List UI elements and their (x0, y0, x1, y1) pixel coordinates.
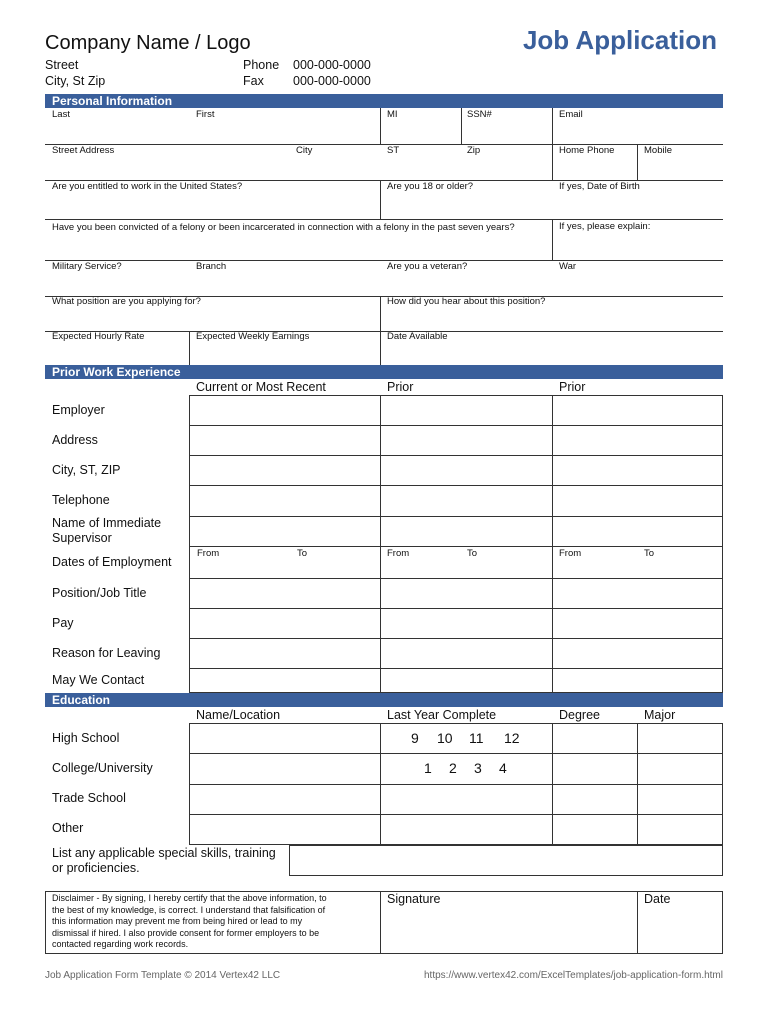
edu-other: Other (52, 821, 84, 835)
college-year-2[interactable]: 2 (449, 760, 457, 776)
disclaimer-line: contacted regarding work records. (52, 939, 189, 949)
work-col-prior-2: Prior (559, 380, 586, 394)
skills-label-line1: List any applicable special skills, training (52, 846, 276, 860)
disclaimer-line: the best of my knowledge, is correct. I understand that falsification of (52, 904, 326, 915)
hs-year-10[interactable]: 10 (437, 730, 453, 746)
personal-info-header (45, 94, 723, 108)
row-supervisor-line1: Name of Immediate (52, 516, 162, 530)
war-field[interactable]: War (559, 261, 577, 272)
skills-input-box[interactable] (289, 845, 723, 876)
position-field[interactable]: What position are you applying for? (52, 296, 201, 307)
from-field-prior-2[interactable]: From (559, 548, 582, 559)
work-eligibility-field[interactable]: Are you entitled to work in the United States? (52, 181, 243, 192)
work-col-current: Current or Most Recent (196, 380, 326, 394)
company-street: Street (45, 58, 79, 72)
row-employer: Employer (52, 403, 105, 417)
signature-field[interactable]: Signature (387, 892, 441, 906)
first-name-field[interactable]: First (196, 109, 215, 120)
military-service-field[interactable]: Military Service? (52, 261, 122, 272)
hs-year-9[interactable]: 9 (411, 730, 419, 746)
to-field-prior-2[interactable]: To (644, 548, 655, 559)
page-title: Job Application (522, 25, 717, 55)
edu-high-school: High School (52, 731, 120, 745)
edu-college: College/University (52, 761, 153, 775)
hourly-rate-field[interactable]: Expected Hourly Rate (52, 331, 145, 342)
to-field-current[interactable]: To (297, 548, 308, 559)
disclaimer-line: Disclaimer - By signing, I hereby certify that the above information, to (52, 893, 327, 903)
home-phone-field[interactable]: Home Phone (559, 145, 615, 156)
disclaimer-text (52, 893, 327, 951)
row-pay: Pay (52, 616, 74, 630)
hs-year-11[interactable]: 11 (469, 730, 484, 746)
row-position-title: Position/Job Title (52, 586, 147, 600)
disclaimer-line: dismissal if hired. I also provide consent for former employers to be (52, 927, 320, 938)
phone-label: Phone (243, 58, 280, 72)
work-col-prior-1: Prior (387, 380, 414, 394)
row-city-st-zip: City, ST, ZIP (52, 463, 121, 477)
branch-field[interactable]: Branch (196, 261, 227, 272)
personal-info-title: Personal Information (52, 94, 173, 108)
edu-col-major: Major (644, 708, 676, 722)
from-field-current[interactable]: From (197, 548, 220, 559)
college-year-1[interactable]: 1 (424, 760, 432, 776)
from-field-prior-1[interactable]: From (387, 548, 410, 559)
college-year-4[interactable]: 4 (499, 760, 507, 776)
felony-explain-field[interactable]: If yes, please explain: (559, 221, 651, 232)
fax-value: 000-000-0000 (293, 74, 371, 88)
row-supervisor-line2: Supervisor (52, 531, 112, 545)
date-available-field[interactable]: Date Available (387, 331, 448, 342)
footer-url[interactable]: https://www.vertex42.com/ExcelTemplates/job-application-form.html (423, 970, 723, 981)
row-dates-of-employment: Dates of Employment (52, 555, 172, 569)
company-name: Company Name / Logo (45, 32, 251, 54)
to-field-prior-1[interactable]: To (467, 548, 478, 559)
referral-source-field[interactable]: How did you hear about this position? (387, 296, 546, 307)
education-title: Education (52, 693, 111, 707)
fax-label: Fax (243, 74, 264, 88)
skills-label-line2: or proficiencies. (52, 861, 140, 875)
row-address: Address (52, 433, 98, 447)
mi-field[interactable]: MI (387, 109, 398, 120)
footer-copyright: Job Application Form Template © 2014 Vertex42 LLC (45, 970, 281, 981)
last-name-field[interactable]: Last (52, 109, 70, 120)
work-experience-header (45, 365, 723, 379)
edu-col-degree: Degree (559, 708, 600, 722)
education-header (45, 693, 723, 707)
college-year-3[interactable]: 3 (474, 760, 482, 776)
row-may-we-contact: May We Contact (52, 673, 145, 687)
email-field[interactable]: Email (559, 109, 583, 120)
hs-year-12[interactable]: 12 (504, 730, 520, 746)
felony-field[interactable]: Have you been convicted of a felony or been incarcerated in connection with a felony in the past seven years? (52, 222, 515, 233)
row-telephone: Telephone (52, 493, 110, 507)
street-address-field[interactable]: Street Address (52, 145, 115, 156)
edu-col-year: Last Year Complete (387, 708, 497, 722)
city-field[interactable]: City (296, 145, 313, 156)
phone-value: 000-000-0000 (293, 58, 371, 72)
work-experience-title: Prior Work Experience (52, 365, 181, 379)
edu-trade-school: Trade School (52, 791, 126, 805)
row-reason-for-leaving: Reason for Leaving (52, 646, 161, 660)
zip-field[interactable]: Zip (467, 145, 481, 156)
company-city: City, St Zip (45, 74, 106, 88)
signature-date-field[interactable]: Date (644, 892, 671, 906)
edu-col-name: Name/Location (196, 708, 281, 722)
age-18-field[interactable]: Are you 18 or older? (387, 181, 474, 192)
ssn-field[interactable]: SSN# (467, 109, 492, 120)
state-field[interactable]: ST (387, 145, 400, 156)
weekly-earnings-field[interactable]: Expected Weekly Earnings (196, 331, 310, 342)
mobile-field[interactable]: Mobile (644, 145, 672, 156)
date-of-birth-field[interactable]: If yes, Date of Birth (559, 181, 640, 192)
disclaimer-line: this information may prevent me from being hired or lead to my (52, 916, 303, 926)
veteran-field[interactable]: Are you a veteran? (387, 261, 468, 272)
